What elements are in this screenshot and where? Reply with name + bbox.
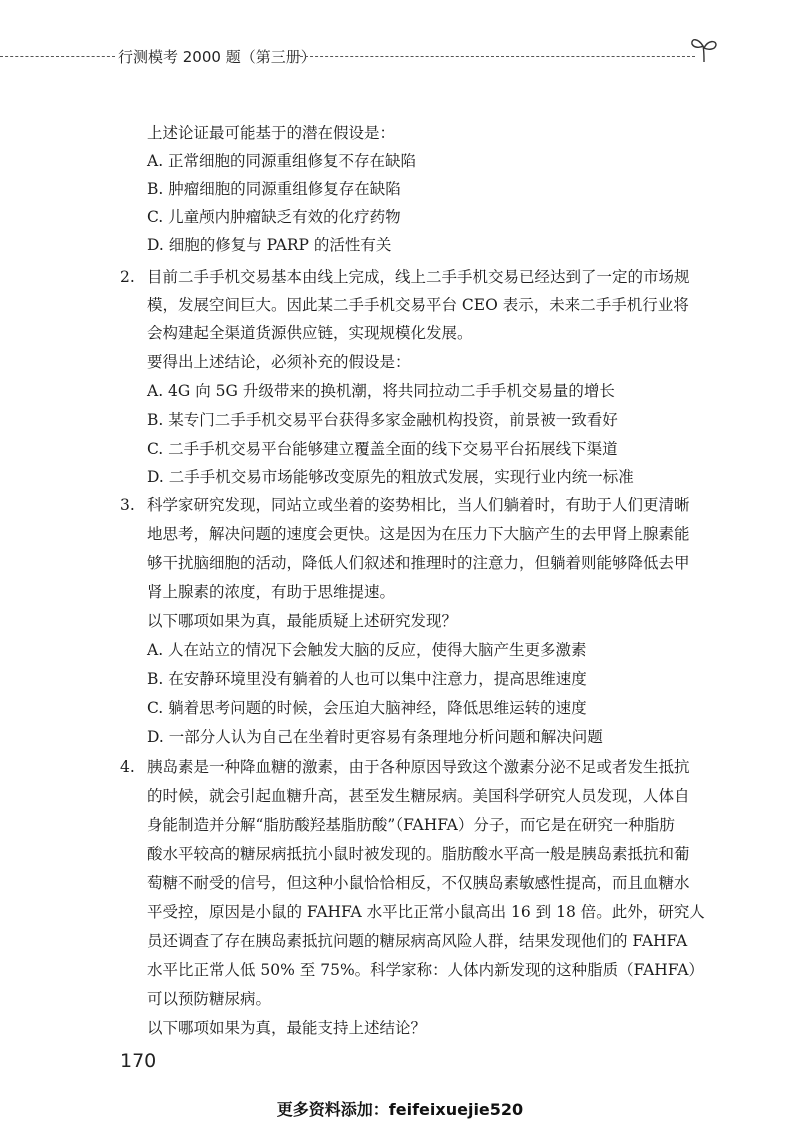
q2-passage-line: 目前二手手机交易基本由线上完成，线上二手手机交易已经达到了一定的市场规: [147, 268, 690, 286]
header-rule-right: [300, 56, 695, 57]
q2-option-a: A. 4G 向 5G 升级带来的换机潮，将共同拉动二手手机交易量的增长: [147, 382, 615, 400]
q1-option-c: C. 儿童颅内肿瘤缺乏有效的化疗药物: [147, 208, 401, 226]
q1-option-a: A. 正常细胞的同源重组修复不存在缺陷: [147, 152, 417, 170]
footer-contact: 更多资料添加：feifeixuejie520: [276, 1100, 524, 1119]
q3-passage-line: 够干扰脑细胞的活动，降低人们叙述和推理时的注意力，但躺着则能够降低去甲: [147, 554, 690, 572]
q4-passage-line: 可以预防糖尿病。: [147, 990, 272, 1008]
q3-question: 以下哪项如果为真，最能质疑上述研究发现？: [147, 612, 458, 630]
q3-option-d: D. 一部分人认为自己在坐着时更容易有条理地分析问题和解决问题: [147, 728, 603, 746]
q4-number: 4.: [120, 758, 135, 776]
q4-passage-line: 萄糖不耐受的信号，但这种小鼠恰恰相反，不仅胰岛素敏感性提高，而且血糖水: [147, 874, 690, 892]
q4-passage-line: 胰岛素是一种降血糖的激素，由于各种原因导致这个激素分泌不足或者发生抵抗: [147, 758, 690, 776]
q3-passage-line: 肾上腺素的浓度，有助于思维提速。: [147, 583, 396, 601]
q3-option-c: C. 躺着思考问题的时候，会压迫大脑神经，降低思维运转的速度: [147, 699, 587, 717]
q1-option-b: B. 肿瘤细胞的同源重组修复存在缺陷: [147, 180, 401, 198]
q4-passage-line: 水平比正常人低 50% 至 75%。科学家称：人体内新发现的这种脂质（FAHFA）: [147, 961, 704, 979]
header-rule-left: [0, 56, 115, 57]
q2-number: 2.: [120, 268, 135, 286]
q3-option-a: A. 人在站立的情况下会触发大脑的反应，使得大脑产生更多激素: [147, 641, 587, 659]
q3-number: 3.: [120, 496, 135, 514]
q3-option-b: B. 在安静环境里没有躺着的人也可以集中注意力，提高思维速度: [147, 670, 587, 688]
q1-option-d: D. 细胞的修复与 PARP 的活性有关: [147, 236, 392, 254]
q1-stem: 上述论证最可能基于的潜在假设是：: [147, 124, 396, 142]
q4-passage-line: 平受控，原因是小鼠的 FAHFA 水平比正常小鼠高出 16 到 18 倍。此外，研究人: [147, 903, 705, 921]
sprout-icon: [688, 34, 720, 64]
q4-passage-line: 的时候，就会引起血糖升高，甚至发生糖尿病。美国科学研究人员发现，人体自: [147, 787, 690, 805]
q4-question: 以下哪项如果为真，最能支持上述结论？: [147, 1019, 427, 1037]
q4-passage-line: 身能制造并分解“脂肪酸羟基脂肪酸”（FAHFA）分子，而它是在研究一种脂肪: [147, 816, 675, 834]
q3-passage-line: 地思考，解决问题的速度会更快。这是因为在压力下大脑产生的去甲肾上腺素能: [147, 525, 690, 543]
q2-passage-line: 模，发展空间巨大。因此某二手手机交易平台 CEO 表示，未来二手手机行业将: [147, 296, 689, 314]
q4-passage-line: 酸水平较高的糖尿病抵抗小鼠时被发现的。脂肪酸水平高一般是胰岛素抵抗和葡: [147, 845, 690, 863]
q2-option-c: C. 二手手机交易平台能够建立覆盖全面的线下交易平台拓展线下渠道: [147, 440, 618, 458]
q3-passage-line: 科学家研究发现，同站立或坐着的姿势相比，当人们躺着时，有助于人们更清晰: [147, 496, 690, 514]
q2-option-b: B. 某专门二手手机交易平台获得多家金融机构投资，前景被一致看好: [147, 411, 618, 429]
running-header: [0, 38, 800, 78]
q2-question: 要得出上述结论，必须补充的假设是：: [147, 353, 411, 371]
q2-option-d: D. 二手手机交易市场能够改变原先的粗放式发展，实现行业内统一标准: [147, 468, 634, 486]
q4-passage-line: 员还调查了存在胰岛素抵抗问题的糖尿病高风险人群，结果发现他们的 FAHFA: [147, 932, 688, 950]
q2-passage-line: 会构建起全渠道货源供应链，实现规模化发展。: [147, 324, 473, 342]
page-number: 170: [120, 1050, 157, 1072]
header-title: 行测模考 2000 题（第三册）: [118, 48, 316, 66]
